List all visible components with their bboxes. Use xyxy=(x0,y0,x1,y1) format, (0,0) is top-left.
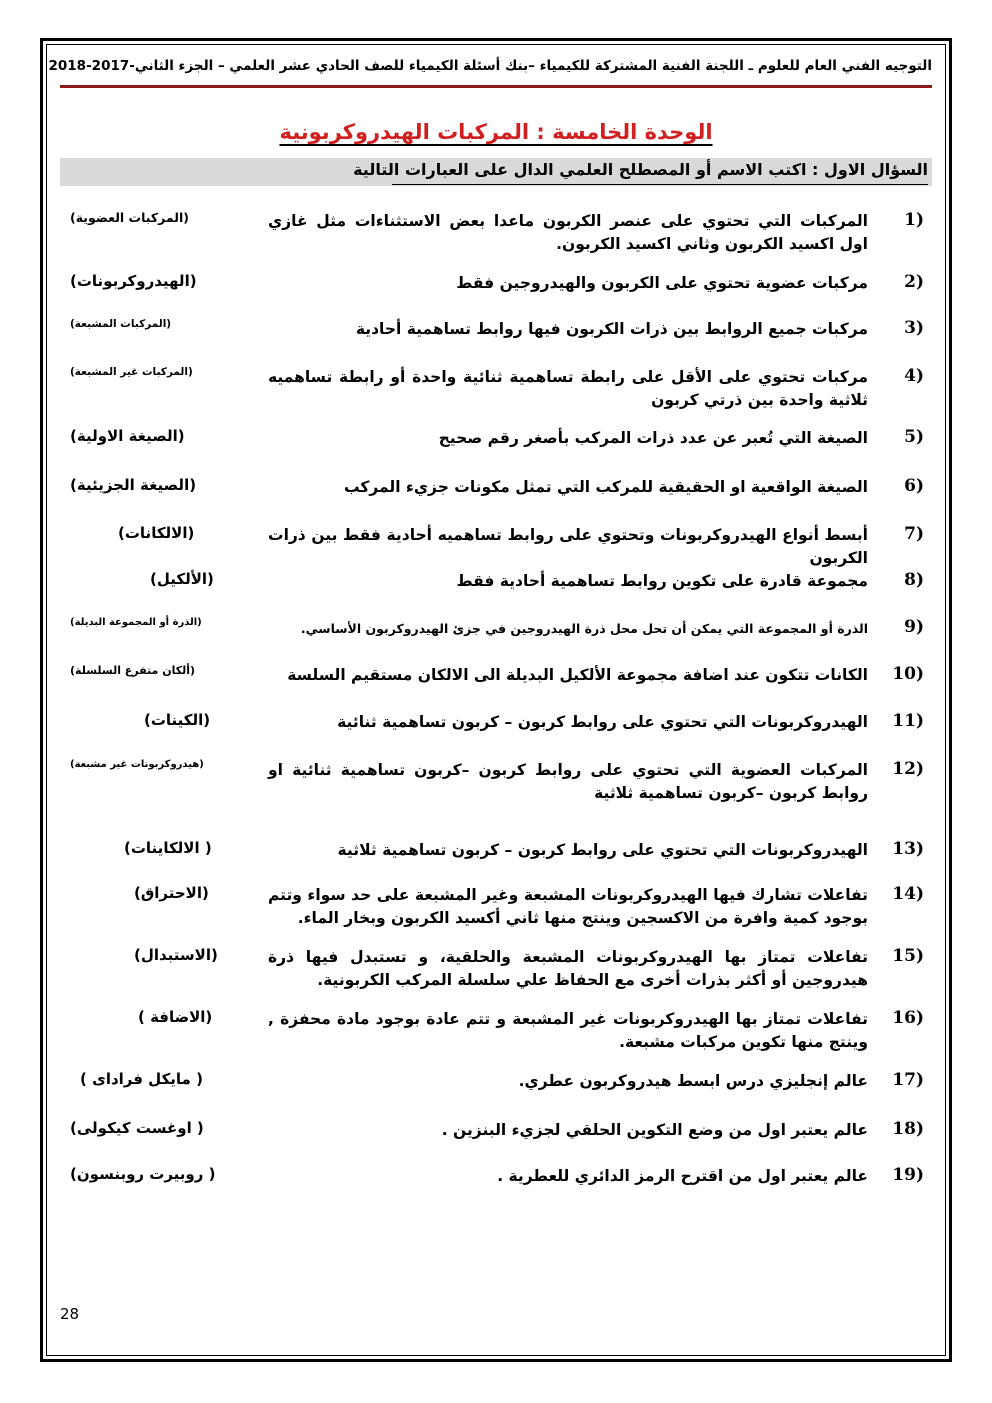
page-header: التوجيه الفني العام للعلوم ـ اللجنة الفنية المشتركة للكيمياء –بنك أسئلة الكيمياء للصف الحادي عشر العلمي – الجزء الثاني-2017-2018 xyxy=(48,58,932,74)
item-number: (19 xyxy=(892,1165,924,1185)
question-title: السؤال الاول : اكتب الاسم أو المصطلح العلمي الدال على العبارات التالية xyxy=(353,160,928,179)
item-answer: (الصيغة الجزيئية) xyxy=(70,476,197,494)
item-text: المركبات التي تحتوي على عنصر الكربون ماعدا بعض الاستثناءات مثل غازي اول اكسيد الكربون وثاني اكسيد الكربون. xyxy=(268,212,868,253)
item-answer: (الألكيل) xyxy=(150,570,214,588)
item-answer: (الهيدروكربونات) xyxy=(70,272,197,290)
item-number: (1 xyxy=(904,210,924,230)
item-answer: (الصيغة الاولية) xyxy=(70,427,185,445)
item-answer: ( مايكل فرادای ) xyxy=(80,1070,203,1088)
item-number: (8 xyxy=(904,570,924,590)
item-text: عالم يعتبر اول من اقترح الرمز الدائري للعطرية . xyxy=(497,1167,868,1185)
item-number: (6 xyxy=(904,476,924,496)
item-number: (10 xyxy=(892,664,924,684)
item-text: تفاعلات تمتاز بها الهيدروكربونات غير المشبعة و تتم عادة بوجود مادة محفزة , وينتج منها تكوين مركبات مشبعة. xyxy=(268,1010,868,1051)
item-number: (14 xyxy=(892,884,924,904)
item-number: (12 xyxy=(892,759,924,779)
item-answer: (الالكانات) xyxy=(118,524,195,542)
header-rule xyxy=(60,85,932,88)
item-text: الهيدروكربونات التي تحتوي على روابط كربون – كربون تساهمية ثنائية xyxy=(337,713,868,731)
item-number: (5 xyxy=(904,427,924,447)
question-underline xyxy=(392,184,928,185)
item-answer: (الاضافة ) xyxy=(138,1008,213,1026)
item-number: (4 xyxy=(904,366,924,386)
item-number: (15 xyxy=(892,946,924,966)
item-answer: (الاحتراق) xyxy=(134,884,209,902)
item-text: تفاعلات تشارك فيها الهيدروكربونات المشبعة وغير المشبعة على حد سواء وتتم بوجود كمية وافرة من الاكسجين وينتج منها ثاني أكسيد الكربون وبخار الماء. xyxy=(268,886,868,927)
item-answer: (الذرة أو المجموعة البديلة) xyxy=(70,617,202,628)
item-text: الذرة أو المجموعة التي يمكن أن تحل محل ذرة الهيدروجين في جزئ الهيدروكربون الأساسي. xyxy=(300,621,868,636)
item-answer: (هيدروكربونات غير مشبعة) xyxy=(70,759,204,770)
item-text: المركبات العضوية التي تحتوي على روابط كربون –كربون تساهمية ثنائية او روابط كربون –كربون تساهمية ثلاثية xyxy=(268,761,868,802)
item-text: الكانات تتكون عند اضافة مجموعة الألكيل البديلة الى الالكان مستقيم السلسة xyxy=(287,666,868,684)
item-text: مركبات عضوية تحتوي على الكربون والهيدروجين فقط xyxy=(456,274,868,292)
item-text: الصيغة التي تُعبر عن عدد ذرات المركب بأصغر رقم صحيح xyxy=(438,429,868,447)
item-answer: (المركبات العضوية) xyxy=(70,210,190,225)
item-number: (17 xyxy=(892,1070,924,1090)
item-answer: (الكينات) xyxy=(144,711,211,729)
item-answer: (المركبات غير المشبعة) xyxy=(70,366,193,378)
item-number: (11 xyxy=(892,711,924,731)
item-number: (2 xyxy=(904,272,924,292)
item-number: (13 xyxy=(892,839,924,859)
item-number: (18 xyxy=(892,1119,924,1139)
item-answer: ( اوغست كيكولی) xyxy=(70,1119,204,1137)
item-text: الصيغة الواقعية او الحقيقية للمركب التي تمثل مكونات جزيء المركب xyxy=(343,478,868,496)
item-number: (16 xyxy=(892,1008,924,1028)
item-text: تفاعلات تمتاز بها الهيدروكربونات المشبعة والحلقية، و تستبدل فيها ذرة هيدروجين أو أكثر بذرات أخرى مع الحفاظ علي سلسلة المركب الكربونية. xyxy=(268,948,868,989)
item-number: (9 xyxy=(904,617,924,637)
item-text: عالم يعتبر اول من وضع التكوين الحلقي لجزيء البنزين . xyxy=(441,1121,868,1139)
item-answer: (الاستبدال) xyxy=(134,946,218,964)
item-answer: (ألكان متفرع السلسلة) xyxy=(70,664,196,677)
item-answer: (المركبات المشبعة) xyxy=(70,318,172,330)
item-text: الهيدروكربونات التي تحتوي على روابط كربون – كربون تساهمية ثلاثية xyxy=(337,841,868,859)
item-answer: ( الالكاينات) xyxy=(124,839,212,857)
item-text: عالم إنجليزي درس ابسط هيدروكربون عطري. xyxy=(518,1072,868,1090)
item-number: (7 xyxy=(904,524,924,544)
page-number: 28 xyxy=(60,1305,80,1323)
item-number: (3 xyxy=(904,318,924,338)
item-text: أبسط أنواع الهيدروكربونات وتحتوي على روابط تساهميه أحادية فقط بين ذرات الكربون xyxy=(268,526,868,567)
item-text: مجموعة قادرة على تكوين روابط تساهمية أحادية فقط xyxy=(456,572,868,590)
item-text: مركبات تحتوي على الأقل على رابطة تساهمية ثنائية واحدة أو رابطة تساهميه ثلاثية واحدة بين ذرتي كربون xyxy=(268,368,868,409)
item-answer: ( روبيرت روبنسون) xyxy=(70,1165,216,1183)
item-text: مركبات جميع الروابط بين ذرات الكربون فيها روابط تساهمية أحادية xyxy=(355,320,868,338)
unit-title: الوحدة الخامسة : المركبات الهيدروكربونية xyxy=(279,120,713,144)
